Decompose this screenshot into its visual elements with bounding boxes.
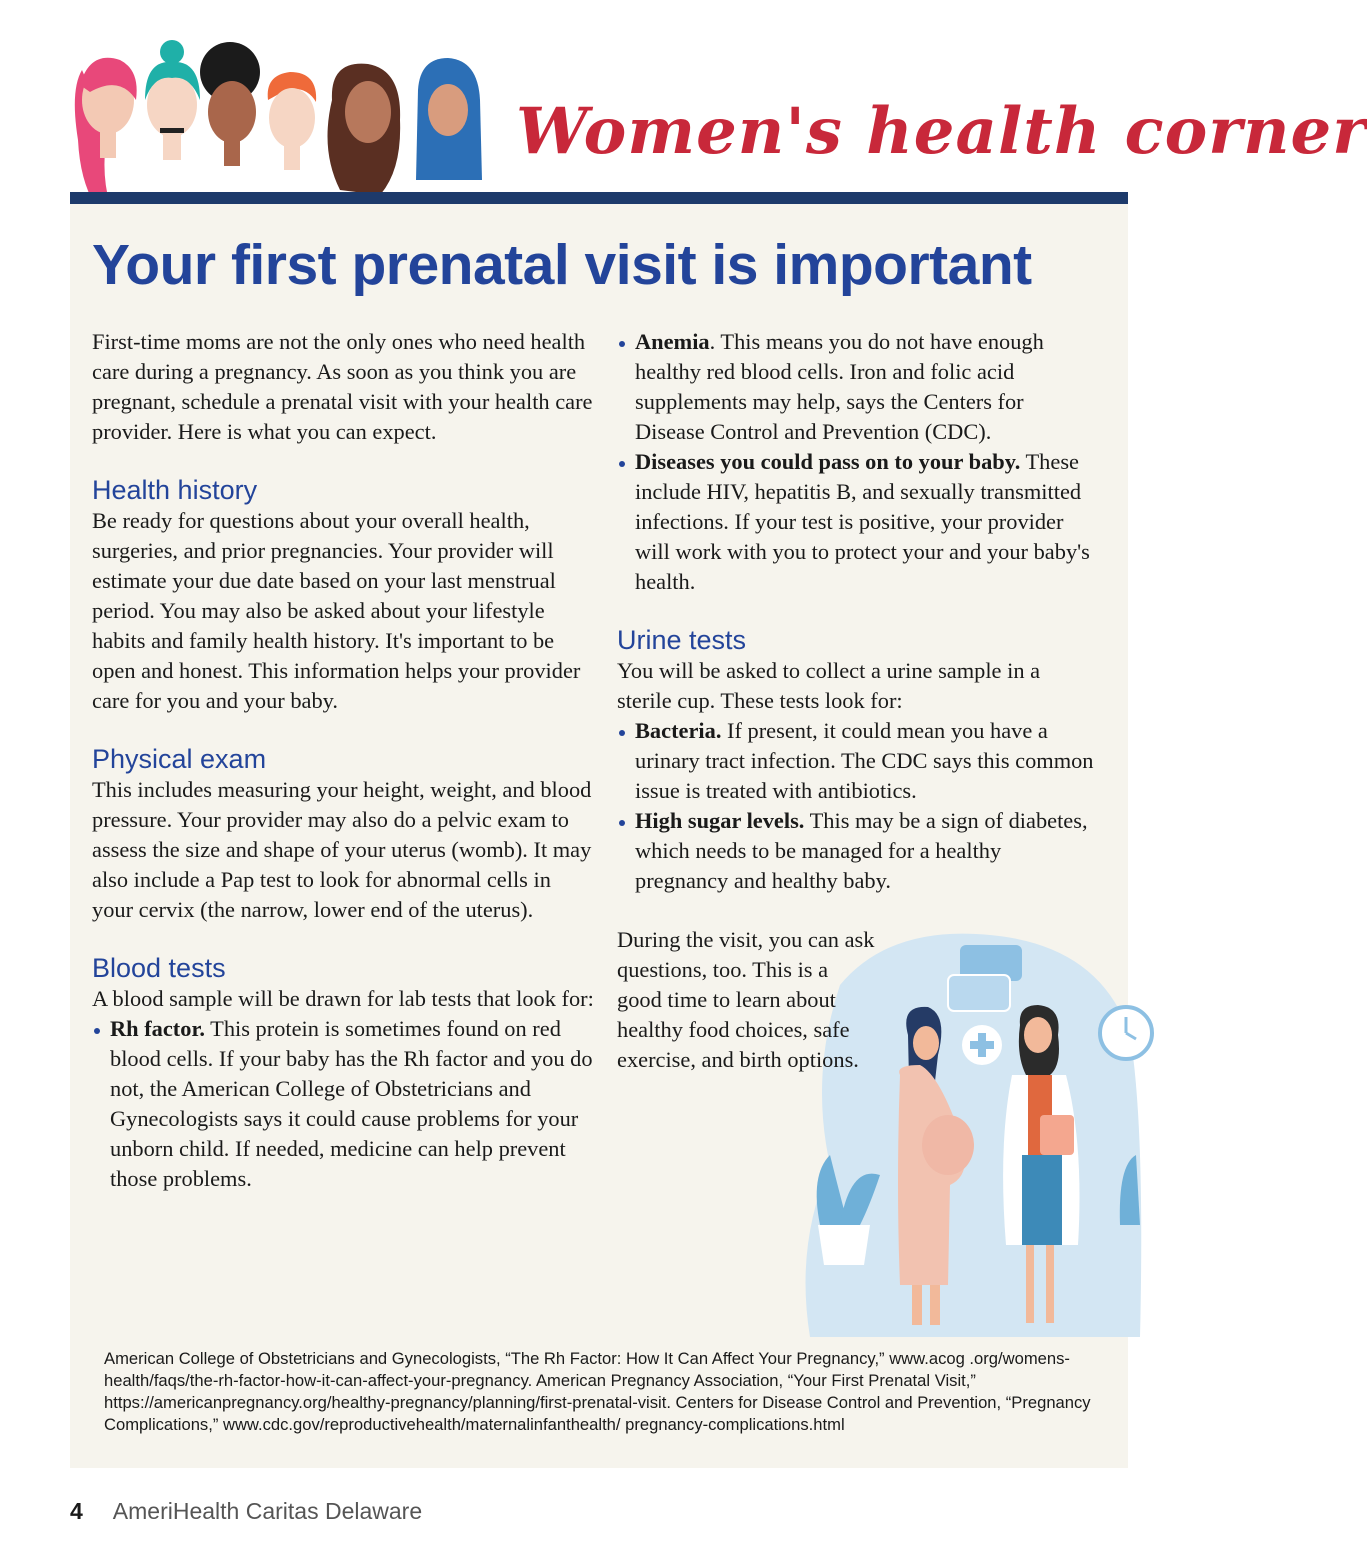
visit-note: During the visit, you can ask questions, too. This is a good time to learn about healthy food choices, safe exercise, and birth options. (617, 927, 875, 1072)
blood-tests-list-continued (617, 327, 1097, 597)
list-item (617, 806, 1097, 896)
blood-tests-heading: Blood tests (92, 953, 226, 983)
health-history-body: Be ready for questions about your overall health, surgeries, and prior pregnancies. Your provider will estimate your due date based on your last menstrual period. You may also be asked about your lifestyle habits and family health history. It's important to be open and honest. This information helps your provider care for you and your baby. (92, 508, 581, 713)
corner-title: Women's health corner (516, 94, 1367, 169)
women-faces-illustration (50, 30, 510, 205)
list-item-term: Anemia (635, 329, 710, 354)
list-item-text: These include HIV, hepatitis B, and sexually transmitted infections. If your test is positive, your provider will work with you to protect your and your baby's health. (635, 449, 1090, 594)
list-item (617, 716, 1097, 806)
intro-paragraph: First-time moms are not the only ones who need health care during a pregnancy. As soon as you think you are pregnant, schedule a prenatal visit with your health care provider. Here is what you can expect. (92, 329, 593, 444)
right-column (617, 327, 1097, 896)
list-item (617, 327, 1097, 447)
list-item (617, 447, 1097, 597)
references: American College of Obstetricians and Gynecologists, “The Rh Factor: How It Can Affect Your Pregnancy,” www.acog .org/womens-health/faqs/the-rh-factor-how-it-can-affect-your-pregnancy. American Pregnancy Association, “Your First Prenatal Visit,” https://americanpregnancy.org/healthy-pregnancy/planning/first-prenatal-visit. Centers for Disease Control and Prevention, “Pregnancy Complications,” www.cdc.gov/reproductivehealth/maternalinfanthealth/ pregnancy-complications.html (104, 1349, 1091, 1434)
list-item-term: Diseases you could pass on to your baby. (635, 449, 1021, 474)
blood-tests-intro: A blood sample will be drawn for lab tests that look for: (92, 986, 594, 1011)
list-item-term: Bacteria. (635, 718, 722, 743)
physical-exam-heading: Physical exam (92, 744, 267, 774)
page-footer (70, 1498, 422, 1525)
article-title: Your first prenatal visit is important (92, 233, 1032, 297)
blood-tests-list (92, 1014, 597, 1194)
urine-tests-heading: Urine tests (617, 625, 747, 655)
list-item-term: High sugar levels. (635, 808, 805, 833)
urine-tests-list (617, 716, 1097, 896)
urine-tests-intro: You will be asked to collect a urine sample in a sterile cup. These tests look for: (617, 658, 1041, 713)
header-rule (70, 192, 1128, 204)
list-item-text: . This means you do not have enough healthy red blood cells. Iron and folic acid supplements may help, says the Centers for Disease Control and Prevention (CDC). (635, 329, 1044, 444)
list-item-text: This protein is sometimes found on red blood cells. If your baby has the Rh factor and you do not, the American College of Obstetricians and Gynecologists says it could cause problems for your unborn child. If needed, medicine can help prevent those problems. (110, 1016, 593, 1191)
list-item-text: This may be a sign of diabetes, which needs to be managed for a healthy pregnancy and healthy baby. (635, 808, 1088, 893)
list-item-text: If present, it could mean you have a urinary tract infection. The CDC says this common issue is treated with antibiotics. (635, 718, 1094, 803)
list-item (92, 1014, 597, 1194)
page-number: 4 (70, 1498, 83, 1524)
physical-exam-body: This includes measuring your height, weight, and blood pressure. Your provider may also do a pelvic exam to assess the size and shape of your uterus (womb). It may also include a Pap test to look for abnormal cells in your cervix (the narrow, lower end of the uterus). (92, 777, 592, 922)
list-item-term: Rh factor. (110, 1016, 205, 1041)
left-column (92, 327, 597, 1194)
page-header (0, 0, 1367, 205)
health-history-heading: Health history (92, 475, 258, 505)
publisher-name: AmeriHealth Caritas Delaware (112, 1498, 423, 1524)
